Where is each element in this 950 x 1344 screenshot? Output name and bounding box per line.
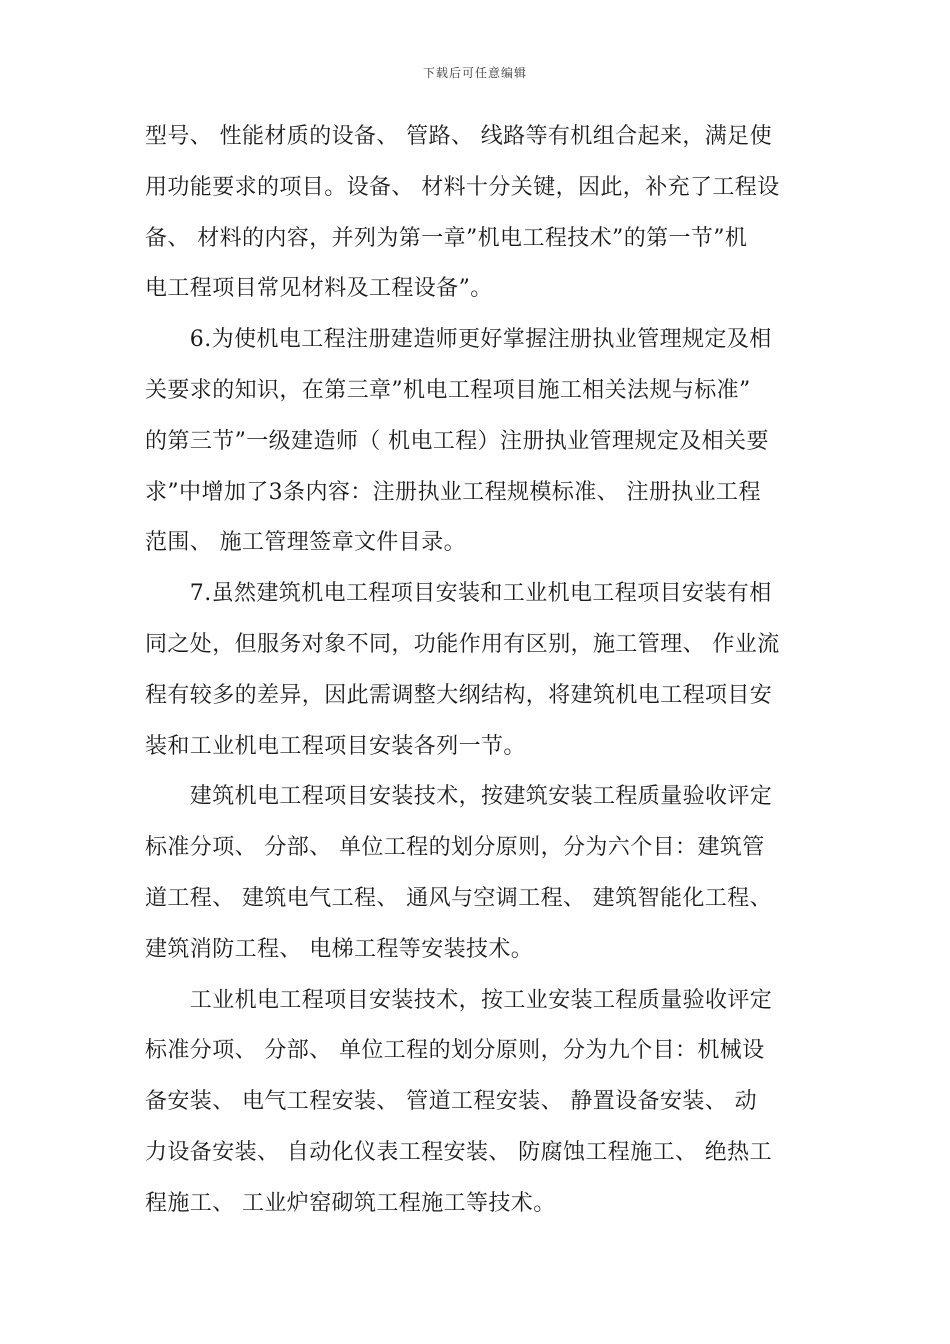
text-line: 建筑消防工程、 电梯工程等安装技术。 — [145, 936, 534, 962]
text-line: 关要求的知识，在第三章”机电工程项目施工相关法规与标准” — [145, 377, 751, 403]
text-line: 范围、 施工管理签章文件目录。 — [145, 530, 466, 556]
text-line: 备安装、 电气工程安装、 管道工程安装、 静置设备安装、 动 — [145, 1089, 757, 1115]
text-line: 标准分项、 分部、 单位工程的划分原则，分为六个目：建筑管 — [145, 835, 765, 861]
page-header: 下载后可任意编辑 — [422, 66, 527, 80]
text-line: 标准分项、 分部、 单位工程的划分原则，分为九个目：机械设 — [145, 1038, 765, 1064]
text-line: 求”中增加了3条内容：注册执业工程规模标准、 注册执业工程 — [145, 479, 761, 505]
text-line: 型号、 性能材质的设备、 管路、 线路等有机组合起来，满足使 — [145, 124, 772, 149]
text-line: 程施工、 工业炉窑砌筑工程施工等技术。 — [145, 1190, 556, 1216]
text-line: 备、 材料的内容，并列为第一章”机电工程技术”的第一节”机 — [145, 225, 748, 251]
document-body — [145, 112, 805, 1230]
text-line: 工业机电工程项目安装技术，按工业安装工程质量验收评定 — [145, 987, 773, 1013]
text-line: 用功能要求的项目。设备、 材料十分关键，因此，补充了工程设 — [145, 174, 780, 200]
text-line: 建筑机电工程项目安装技术，按建筑安装工程质量验收评定 — [145, 784, 773, 810]
text-line: 道工程、 建筑电气工程、 通风与空调工程、 建筑智能化工程、 — [145, 885, 772, 911]
text-line: 的第三节”一级建造师（ 机电工程）注册执业管理规定及相关要 — [145, 428, 769, 454]
text-line: 装和工业机电工程项目安装各列一节。 — [145, 733, 526, 759]
text-line: 6.为使机电工程注册建造师更好掌握注册执业管理规定及相 — [145, 327, 772, 353]
text-line: 力设备安装、 自动化仪表工程安装、 防腐蚀工程施工、 绝热工 — [145, 1139, 772, 1165]
text-line: 电工程项目常见材料及工程设备”。 — [145, 276, 493, 302]
text-line: 7.虽然建筑机电工程项目安装和工业机电工程项目安装有相 — [145, 581, 772, 607]
text-line: 同之处，但服务对象不同，功能作用有区别，施工管理、 作业流 — [145, 631, 780, 657]
text-line: 程有较多的差异，因此需调整大纲结构，将建筑机电工程项目安 — [145, 682, 773, 708]
